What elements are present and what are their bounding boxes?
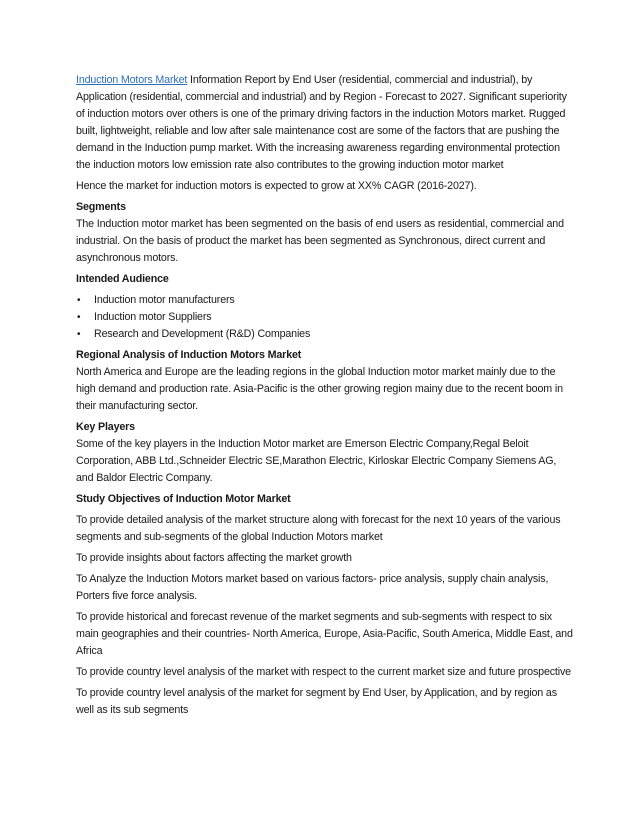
players-paragraph: Some of the key players in the Induction Motor market are Emerson Electric Company,Regal Beloit Corporation, ABB Ltd.,Schneider Electric SE,Marathon Electric, Kirloskar Electric Company Siemens AG, and Baldor Electric Company.	[76, 438, 557, 484]
bullet-icon: •	[77, 312, 81, 323]
list-item-text: Induction motor Suppliers	[94, 311, 212, 323]
players-heading: Key Players	[76, 421, 135, 433]
segments-heading: Segments	[76, 201, 126, 213]
objective-paragraph: To provide country level analysis of the market for segment by End User, by Application, and by region as well as its sub segments	[76, 687, 557, 716]
audience-heading: Intended Audience	[76, 273, 169, 285]
segments-paragraph: The Induction motor market has been segmented on the basis of end users as residential, commercial and industrial. On the basis of product the market has been segmented as Synchronous, direct current and asynchronous motors.	[76, 218, 564, 264]
intro-text: Information Report by End User (residential, commercial and industrial), by Application (residential, commercial and industrial) and by Region - Forecast to 2027. Significant superiority of induction motors over others is one of the primary driving factors in the induction Motors market. Rugged built, lightweight, reliable and low after sale maintenance cost are some of the factors that are pushing the demand in the Induction pump market. With the increasing awareness regarding environmental protection the induction motors low emission rate also contributes to the growing induction motor market	[76, 74, 567, 171]
regional-paragraph: North America and Europe are the leading regions in the global Induction motor market mainly due to the high demand and production rate. Asia-Pacific is the other growing region mainy due to the recent boom in their manufacturing sector.	[76, 366, 563, 412]
induction-motors-market-link[interactable]: Induction Motors Market	[76, 74, 188, 86]
regional-heading: Regional Analysis of Induction Motors Market	[76, 349, 302, 361]
list-item	[76, 292, 576, 309]
objective-paragraph: To provide detailed analysis of the market structure along with forecast for the next 10 years of the various segments and sub-segments of the global Induction Motors market	[76, 514, 561, 543]
objective-paragraph: To provide country level analysis of the market with respect to the current market size and future prospective	[76, 666, 571, 678]
list-item-text: Research and Development (R&D) Companies	[94, 328, 311, 340]
objective-paragraph: To provide historical and forecast revenue of the market segments and sub-segments with respect to six main geographies and their countries- North America, Europe, Asia-Pacific, South America, Middle East, and Africa	[76, 611, 573, 657]
objective-paragraph: To Analyze the Induction Motors market based on various factors- price analysis, supply chain analysis, Porters five force analysis.	[76, 573, 549, 602]
bullet-icon: •	[77, 295, 81, 306]
objectives-heading: Study Objectives of Induction Motor Market	[76, 493, 291, 505]
list-item	[76, 309, 576, 326]
list-item	[76, 326, 576, 343]
document-page	[76, 72, 576, 719]
intro-paragraph	[76, 72, 576, 174]
growth-paragraph: Hence the market for induction motors is expected to grow at XX% CAGR (2016-2027).	[76, 180, 477, 192]
bullet-icon: •	[77, 329, 81, 340]
objective-paragraph: To provide insights about factors affecting the market growth	[76, 552, 352, 564]
audience-list	[76, 292, 576, 343]
list-item-text: Induction motor manufacturers	[94, 294, 235, 306]
